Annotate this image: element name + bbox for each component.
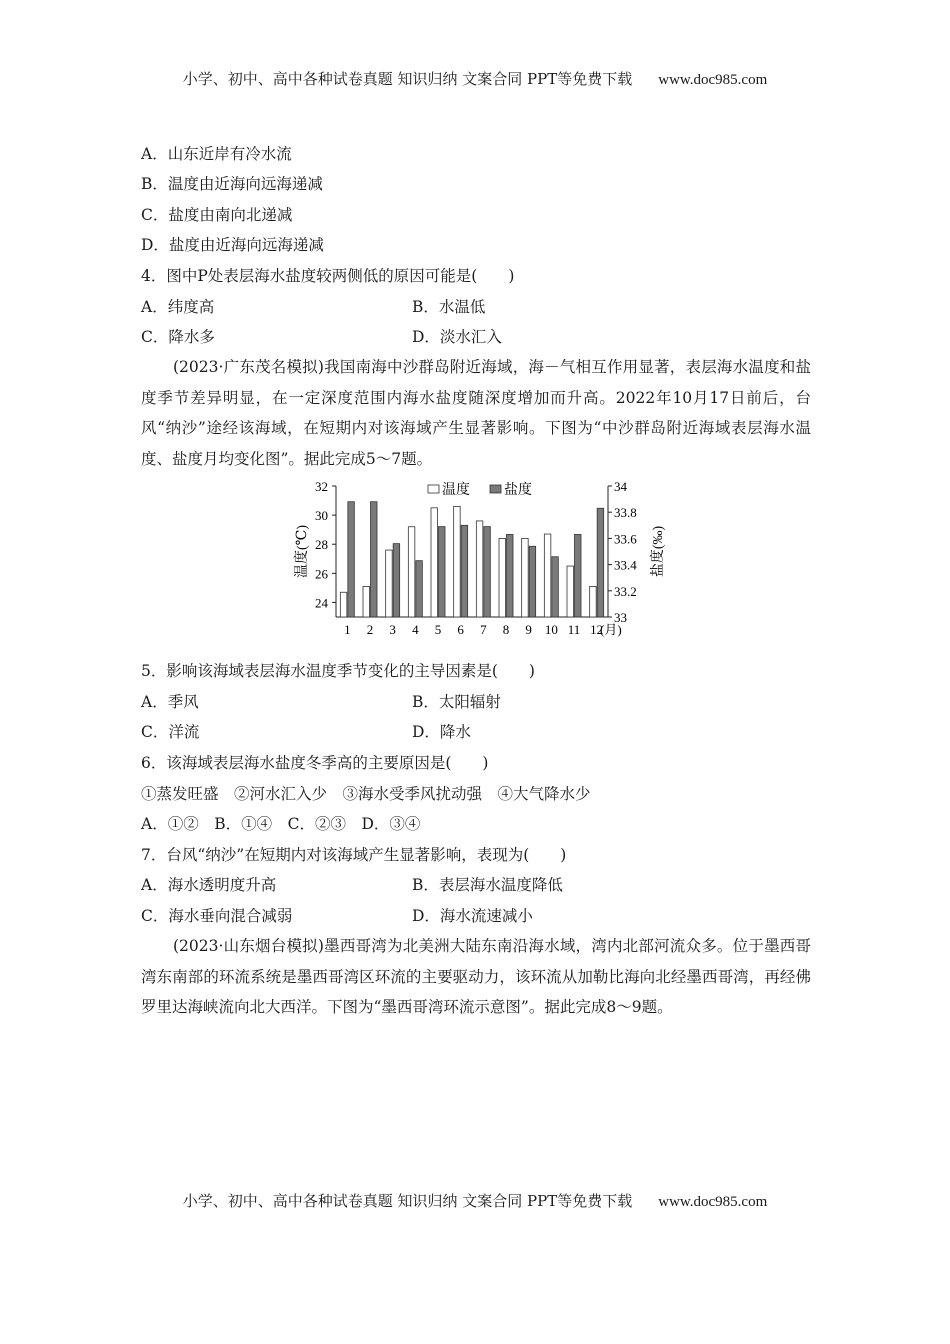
- left-tick-label: 28: [315, 537, 328, 553]
- temperature-bar: [340, 592, 347, 617]
- right-tick-label: 34: [614, 479, 627, 494]
- q7-stem: 7．台风“纳沙”在短期内对该海域产生显著影响，表现为( ): [141, 846, 567, 864]
- q6-items: ①蒸发旺盛 ②河水汇入少 ③海水受季风扰动强 ④大气降水少: [141, 785, 591, 803]
- passage-1-text: (2023·广东茂名模拟)我国南海中沙群岛附近海域，海－气相互作用显著，表层海水温度和盐度季节差异明显，在一定深度范围内海水盐度随深度增加而升高。2022年10月17日前后，台风“纳沙”途经该海域，在短期内对该海域产生显著影响。下图为“中沙群岛附近海域表层海水温度、盐度月均变化图”。据此完成5～7题。: [141, 358, 811, 468]
- q7-option-b: B．表层海水温度降低: [412, 876, 563, 894]
- salinity-bar: [371, 502, 378, 617]
- left-axis-label: 温度(℃): [295, 525, 310, 578]
- q5-option-a: A．季风: [141, 693, 199, 711]
- page-header: [0, 68, 950, 89]
- salinity-bar: [507, 534, 514, 617]
- right-tick-label: 33: [614, 610, 627, 625]
- temperature-bar: [590, 586, 597, 617]
- x-tick-label: 8: [502, 622, 510, 637]
- legend-salinity-swatch: [490, 485, 501, 493]
- right-tick-label: 33.2: [614, 583, 637, 599]
- right-tick-label: 33.4: [614, 557, 637, 573]
- x-tick-label: 4: [412, 622, 419, 637]
- q3-option-d: D．盐度由近海向远海递减: [141, 236, 324, 254]
- salinity-bar: [393, 544, 400, 617]
- x-tick-label: 10: [544, 622, 558, 637]
- temperature-bar: [567, 566, 574, 617]
- passage-2: [141, 931, 811, 1023]
- temperature-bar: [476, 521, 483, 617]
- q5-option-d: D．降水: [412, 723, 471, 741]
- x-tick-label: 7: [480, 622, 487, 637]
- legend-temperature-swatch: [428, 485, 439, 493]
- q3-option-a: A．山东近岸有冷水流: [141, 145, 292, 163]
- q6-stem: 6．该海域表层海水盐度冬季高的主要原因是( ): [141, 754, 489, 772]
- footer-site[interactable]: www.doc985.com: [658, 1194, 768, 1210]
- salinity-bar: [439, 527, 446, 617]
- temperature-bar: [522, 538, 529, 617]
- x-tick-label: 3: [389, 622, 396, 637]
- header-site[interactable]: www.doc985.com: [658, 72, 768, 88]
- q3-option-b: B．温度由近海向远海递减: [141, 175, 323, 193]
- left-tick-label: 26: [315, 566, 328, 582]
- temperature-bar: [408, 527, 415, 617]
- x-unit-label: (月): [600, 622, 622, 637]
- salinity-bar: [461, 525, 468, 617]
- q4-option-d: D．淡水汇入: [412, 328, 502, 346]
- x-tick-label: 12: [590, 622, 604, 637]
- q4-option-c: C．降水多: [141, 328, 215, 346]
- passage-1: [141, 352, 811, 474]
- q7-option-d: D．海水流速减小: [412, 907, 533, 925]
- temperature-salinity-chart: [270, 474, 690, 652]
- q5-option-c: C．洋流: [141, 723, 200, 741]
- q4-option-a: A．纬度高: [141, 298, 215, 316]
- salinity-bar: [597, 508, 604, 617]
- legend-salinity-label: 盐度: [504, 483, 532, 498]
- right-axis-label: 盐度(‰): [651, 525, 666, 578]
- temperature-bar: [431, 508, 438, 617]
- salinity-bar: [484, 527, 491, 617]
- right-tick-label: 33.8: [614, 505, 637, 521]
- salinity-bar: [575, 534, 582, 617]
- q7-option-a: A．海水透明度升高: [141, 876, 277, 894]
- temperature-bar: [386, 550, 393, 617]
- salinity-bar: [552, 557, 559, 617]
- q4-option-b: B．水温低: [412, 298, 486, 316]
- x-tick-label: 5: [434, 622, 442, 637]
- x-tick-label: 9: [525, 622, 532, 637]
- q7-option-c: C．海水垂向混合减弱: [141, 907, 293, 925]
- legend-temperature-label: 温度: [442, 483, 470, 498]
- left-tick-label: 24: [315, 595, 328, 611]
- temperature-bar: [544, 534, 551, 617]
- q4-stem: 4．图中P处表层海水盐度较两侧低的原因可能是( ): [141, 267, 515, 285]
- salinity-bar: [348, 502, 355, 617]
- q5-stem: 5．影响该海域表层海水温度季节变化的主导因素是( ): [141, 662, 535, 680]
- passage-2-text: (2023·山东烟台模拟)墨西哥湾为北美洲大陆东南沿海水域，湾内北部河流众多。位于墨西哥湾东南部的环流系统是墨西哥湾区环流的主要驱动力，该环流从加勒比海向北经墨西哥湾，再经佛罗里达海峡流向北大西洋。下图为“墨西哥湾环流示意图”。据此完成8～9题。: [141, 937, 811, 1017]
- temperature-bar: [363, 586, 370, 617]
- x-tick-label: 6: [457, 622, 464, 637]
- salinity-bar: [416, 561, 423, 617]
- q3-option-c: C．盐度由南向北递减: [141, 206, 293, 224]
- temperature-bar: [454, 506, 461, 617]
- header-text: 小学、初中、高中各种试卷真题 知识归纳 文案合同 PPT等免费下载: [182, 70, 633, 88]
- q5-option-b: B．太阳辐射: [412, 693, 501, 711]
- salinity-bar: [529, 546, 536, 617]
- left-tick-label: 30: [315, 508, 328, 524]
- right-tick-label: 33.6: [614, 531, 637, 547]
- x-tick-label: 11: [567, 622, 581, 637]
- left-tick-label: 32: [315, 479, 328, 494]
- footer-text: 小学、初中、高中各种试卷真题 知识归纳 文案合同 PPT等免费下载: [182, 1192, 633, 1210]
- x-tick-label: 1: [344, 622, 351, 637]
- q6-options: A．①② B．①④ C．②③ D．③④: [141, 815, 421, 833]
- x-tick-label: 2: [366, 622, 374, 637]
- temperature-bar: [499, 538, 506, 617]
- page-footer: [0, 1190, 950, 1211]
